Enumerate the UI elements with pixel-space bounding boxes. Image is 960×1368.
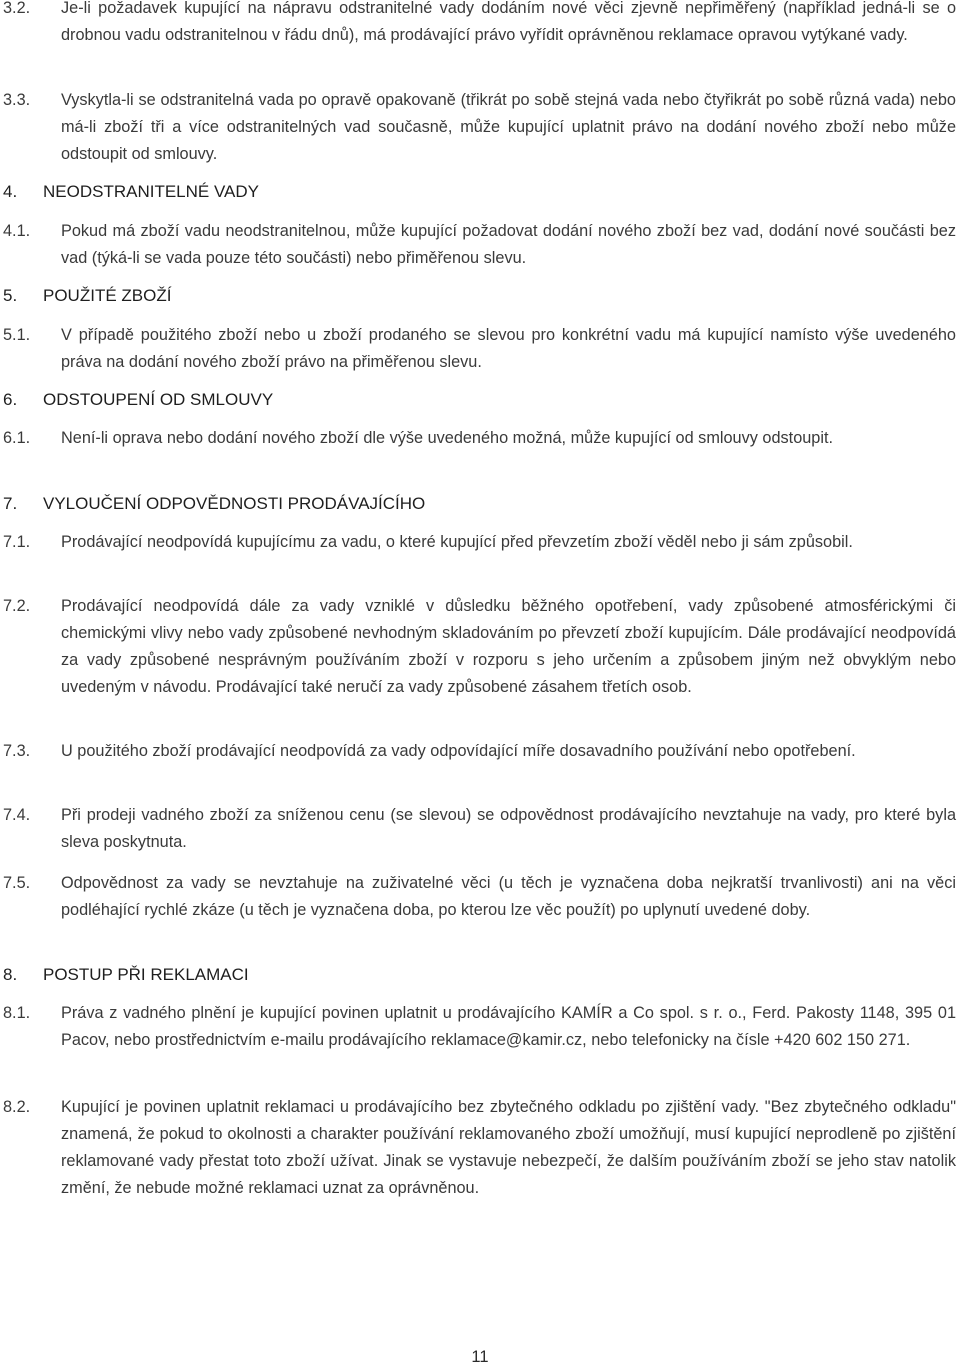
clause-number: 5.1. — [3, 326, 31, 344]
clause-4-1 — [3, 218, 958, 272]
section-heading-4 — [3, 178, 958, 205]
clause-number: 3.3. — [3, 91, 31, 109]
clause-text: Vyskytla-li se odstranitelná vada po opravě opakovaně (třikrát po sobě stejná vada nebo čtyřikrát po sobě různá vada) nebo má-li zboží tři a více odstranitelných vad současně, může kupující uplatnit právo na dodání nového zboží nebo může odstoupit od smlouvy. — [61, 91, 956, 163]
section-heading-7 — [3, 490, 958, 517]
clause-3-2 — [3, 0, 958, 49]
clause-text: Při prodeji vadného zboží za sníženou cenu (se slevou) se odpovědnost prodávajícího nevztahuje na vady, pro které byla sleva poskytnuta. — [61, 806, 956, 851]
clause-number: 4.1. — [3, 222, 31, 240]
clause-text: Je-li požadavek kupující na nápravu odstranitelné vady dodáním nové věci zjevně nepřiměřený (například jedná-li se o drobnou vadu odstranitelnou v řádu dnů), má prodávající právo vyřídit oprávněnou reklamace opravou vytýkané vady. — [61, 0, 956, 44]
clause-5-1 — [3, 322, 958, 376]
clause-text: Práva z vadného plnění je kupující povinen uplatnit u prodávajícího KAMÍR a Co spol. s r. o., Ferd. Pakosty 1148, 395 01 Pacov, nebo prostřednictvím e-mailu prodávajícího reklamace@kamir.cz, nebo telefonicky na čísle +420 602 150 271. — [61, 1004, 956, 1049]
clause-number: 8.1. — [3, 1004, 31, 1022]
section-heading-8 — [3, 961, 958, 988]
clause-text: V případě použitého zboží nebo u zboží prodaného se slevou pro konkrétní vadu má kupující namísto výše uvedeného práva na dodání nového zboží právo na přiměřenou slevu. — [61, 326, 956, 371]
clause-8-1 — [3, 1000, 958, 1054]
clause-text: Odpovědnost za vady se nevztahuje na zuživatelné věci (u těch je vyznačena doba nejkratší trvanlivosti) ani na věci podléhající rychlé zkáze (u těch je vyznačena doba, po kterou lze věc použít) po uplynutí uvedené doby. — [61, 874, 956, 919]
clause-text: Kupující je povinen uplatnit reklamaci u prodávajícího bez zbytečného odkladu po zjištění vady. "Bez zbytečného odkladu" znamená, že pokud to okolnosti a charakter používání reklamovaného zboží umožňují, musí kupující neprodleně po zjištění reklamované vady přestat toto zboží užívat. Jinak se vystavuje nebezpečí, že dalším používáním zboží se jeho stav natolik změní, že nebude možné reklamaci uznat za oprávněnou. — [61, 1098, 956, 1197]
clause-number: 3.2. — [3, 0, 31, 17]
section-number: 4. — [3, 182, 18, 201]
section-number: 7. — [3, 494, 18, 513]
clause-text: Pokud má zboží vadu neodstranitelnou, může kupující požadovat dodání nového zboží bez vad, dodání nové součásti bez vad (týká-li se vada pouze této součásti) nebo přiměřenou slevu. — [61, 222, 956, 267]
clause-number: 7.4. — [3, 806, 31, 824]
page-number: 11 — [471, 1348, 489, 1366]
section-title: ODSTOUPENÍ OD SMLOUVY — [43, 390, 274, 409]
clause-number: 7.2. — [3, 597, 31, 615]
clause-text: Prodávající neodpovídá dále za vady vzniklé v důsledku běžného opotřebení, vady způsobené atmosférickými či chemickými vlivy nebo vady způsobené nevhodným skladováním po převzetí zboží kupujícím. Dále prodávající neodpovídá za vady způsobené nesprávným používáním zboží v rozporu s jeho určením a způsobem jiným než obvyklým nebo uvedeným v návodu. Prodávající také neručí za vady způsobené zásahem třetích osob. — [61, 597, 956, 696]
section-heading-6 — [3, 386, 958, 413]
clause-8-2 — [3, 1094, 958, 1202]
section-title: VYLOUČENÍ ODPOVĚDNOSTI PRODÁVAJÍCÍHO — [43, 494, 426, 513]
section-title: POUŽITÉ ZBOŽÍ — [43, 286, 172, 305]
clause-3-3 — [3, 87, 958, 168]
clause-7-1 — [3, 529, 958, 556]
section-title: POSTUP PŘI REKLAMACI — [43, 965, 249, 984]
section-number: 6. — [3, 390, 18, 409]
clause-number: 6.1. — [3, 429, 31, 447]
clause-6-1 — [3, 425, 958, 452]
clause-number: 7.3. — [3, 742, 31, 760]
section-heading-5 — [3, 282, 958, 309]
clause-text: Prodávající neodpovídá kupujícímu za vadu, o které kupující před převzetím zboží věděl nebo ji sám způsobil. — [61, 533, 853, 551]
clause-text: Není-li oprava nebo dodání nového zboží dle výše uvedeného možná, může kupující od smlouvy odstoupit. — [61, 429, 834, 447]
clause-7-4 — [3, 802, 958, 856]
clause-text: U použitého zboží prodávající neodpovídá za vady odpovídající míře dosavadního používání nebo opotřebení. — [61, 742, 856, 760]
clause-number: 8.2. — [3, 1098, 31, 1116]
section-title: NEODSTRANITELNÉ VADY — [43, 182, 260, 201]
section-number: 8. — [3, 965, 18, 984]
clause-7-5 — [3, 870, 958, 924]
clause-7-2 — [3, 593, 958, 701]
clause-7-3 — [3, 738, 958, 765]
section-number: 5. — [3, 286, 18, 305]
clause-number: 7.5. — [3, 874, 31, 892]
clause-number: 7.1. — [3, 533, 31, 551]
